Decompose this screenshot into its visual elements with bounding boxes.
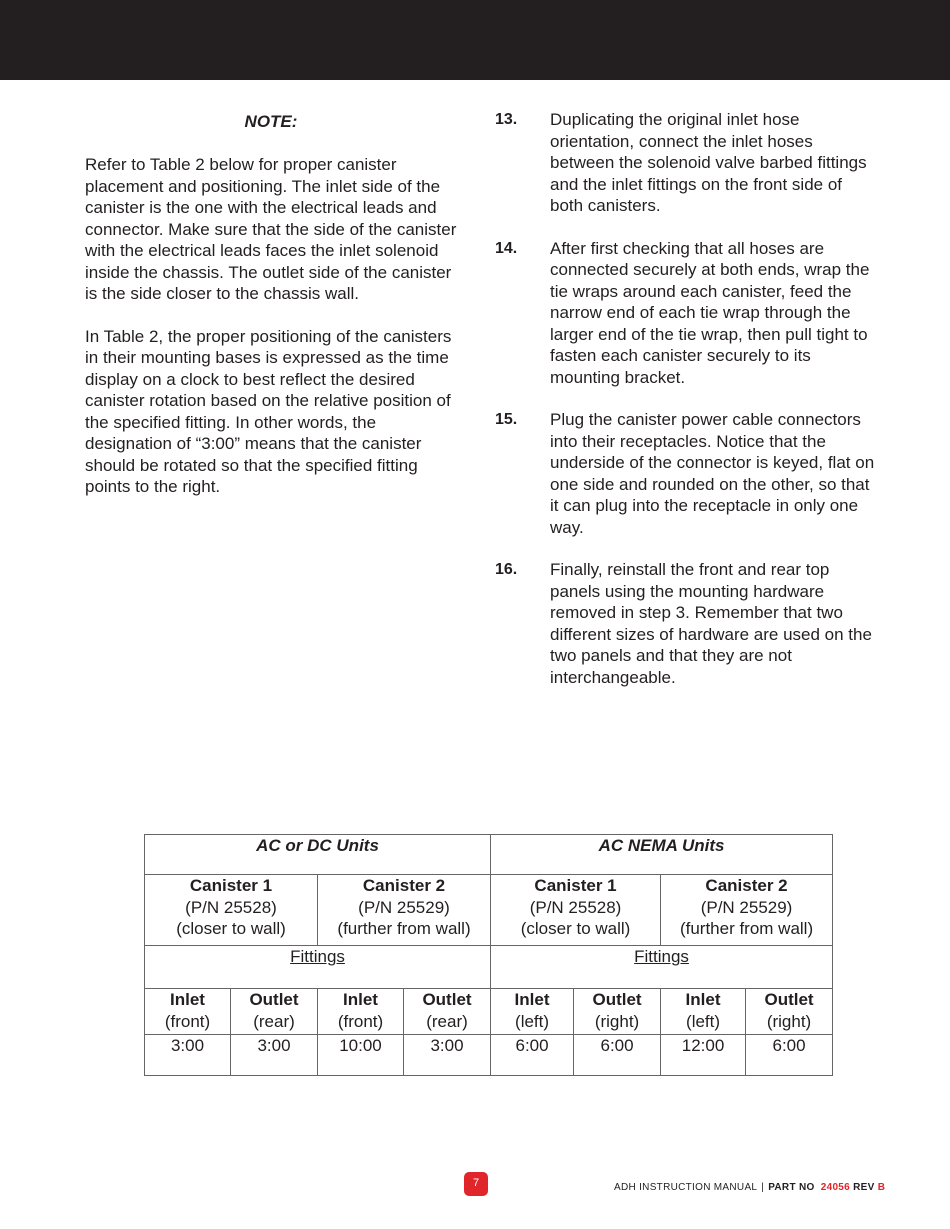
position-value: 6:00	[491, 1035, 574, 1076]
fitting-header-cell: Inlet (left)	[491, 989, 574, 1035]
header-band	[0, 0, 950, 80]
step-text: Plug the canister power cable connectors into their receptacles. Notice that the underside of the connector is keyed, flat on one side and rounded on the other, so that it can plug into the receptacle in only one way.	[550, 410, 875, 537]
canister-name: Canister 1	[534, 876, 617, 895]
step-text: After first checking that all hoses are connected securely at both ends, wrap the tie wraps around each canister, feed the narrow end of each tie wrap through the larger end of the tie wrap, then pull tight to fasten each canister securely to its mounting bracket.	[550, 238, 870, 387]
canister-name: Canister 2	[705, 876, 788, 895]
fitting-header-cell: Outlet (rear)	[231, 989, 318, 1035]
note-paragraph-2: In Table 2, the proper positioning of the canisters in their mounting bases is expressed as the time display on a clock to best reflect the desired canister rotation based on the relative position of the specified fitting. In other words, the designation of “3:00” means that the canister should be rotated so that the specified fitting points to the right.	[85, 326, 452, 496]
canister-cell	[491, 875, 661, 946]
note-section	[85, 110, 457, 519]
position-value: 3:00	[231, 1035, 318, 1076]
canister-desc: (closer to wall)	[176, 919, 286, 938]
fitting-header-cell: Outlet (right)	[574, 989, 661, 1035]
note-heading: NOTE:	[244, 112, 298, 131]
footer	[614, 1182, 914, 1193]
part-label: PART NO	[768, 1182, 815, 1193]
note-paragraph-1: Refer to Table 2 below for proper canister placement and positioning. The inlet side of the canister is the one with the electrical leads and connector. Make sure that the side of the canister with the electrical leads faces the inlet solenoid inside the chassis. The outlet side of the canister is the side closer to the chassis wall.	[85, 155, 457, 303]
group-header-ac-nema: AC NEMA Units	[491, 835, 833, 875]
steps-list	[495, 109, 875, 709]
part-number: 24056	[820, 1182, 851, 1193]
canister-desc: (further from wall)	[679, 919, 814, 938]
position-value: 10:00	[318, 1035, 404, 1076]
fitting-header-row	[145, 989, 833, 1035]
fitting-header-cell: Inlet (front)	[318, 989, 404, 1035]
canister-part-number: (P/N 25529)	[358, 897, 450, 917]
canister-name: Canister 2	[362, 876, 446, 895]
canister-name: Canister 1	[189, 876, 273, 895]
step-16	[495, 559, 875, 688]
canister-row	[145, 875, 833, 946]
position-value: 6:00	[574, 1035, 661, 1076]
canister-cell	[318, 875, 491, 946]
step-number: 16.	[495, 561, 518, 578]
step-number: 14.	[495, 239, 518, 257]
step-number: 15.	[495, 411, 518, 428]
group-header-ac-dc: AC or DC Units	[145, 835, 491, 875]
canister-cell	[661, 875, 833, 946]
fittings-label: Fittings	[145, 946, 491, 989]
position-value: 6:00	[746, 1035, 833, 1076]
position-value: 3:00	[404, 1035, 491, 1076]
position-value: 12:00	[661, 1035, 746, 1076]
footer-separator: |	[761, 1182, 765, 1193]
canister-part-number: (P/N 25529)	[700, 897, 793, 917]
step-13	[495, 109, 875, 217]
fittings-label: Fittings	[491, 946, 833, 989]
canister-desc: (closer to wall)	[520, 919, 631, 938]
fitting-header-cell: Inlet (left)	[661, 989, 746, 1035]
canister-desc: (further from wall)	[337, 919, 471, 938]
page-number: 7	[464, 1172, 488, 1196]
canister-part-number: (P/N 25528)	[529, 897, 622, 917]
fitting-header-cell: Outlet (rear)	[404, 989, 491, 1035]
canister-cell	[145, 875, 318, 946]
step-14	[495, 238, 875, 389]
table-row	[145, 1035, 833, 1076]
step-15	[495, 409, 875, 538]
fitting-header-cell: Outlet (right)	[746, 989, 833, 1035]
table-group-header-row	[145, 835, 833, 875]
step-text: Duplicating the original inlet hose orientation, connect the inlet hoses between the solenoid valve barbed fittings and the inlet fittings on the front side of both canisters.	[550, 110, 867, 215]
canister-part-number: (P/N 25528)	[185, 897, 277, 917]
fittings-row	[145, 946, 833, 989]
canister-fitting-table	[144, 834, 833, 1076]
rev-value: B	[877, 1182, 886, 1193]
fitting-header-cell: Inlet (front)	[145, 989, 231, 1035]
step-number: 13.	[495, 111, 518, 128]
position-value: 3:00	[145, 1035, 231, 1076]
step-text: Finally, reinstall the front and rear top panels using the mounting hardware removed in step 3. Remember that two different sizes of hardware are used on the two panels and that they are not interchangeable.	[550, 560, 872, 687]
manual-title: ADH INSTRUCTION MANUAL	[614, 1182, 758, 1193]
rev-label: REV	[853, 1182, 875, 1193]
